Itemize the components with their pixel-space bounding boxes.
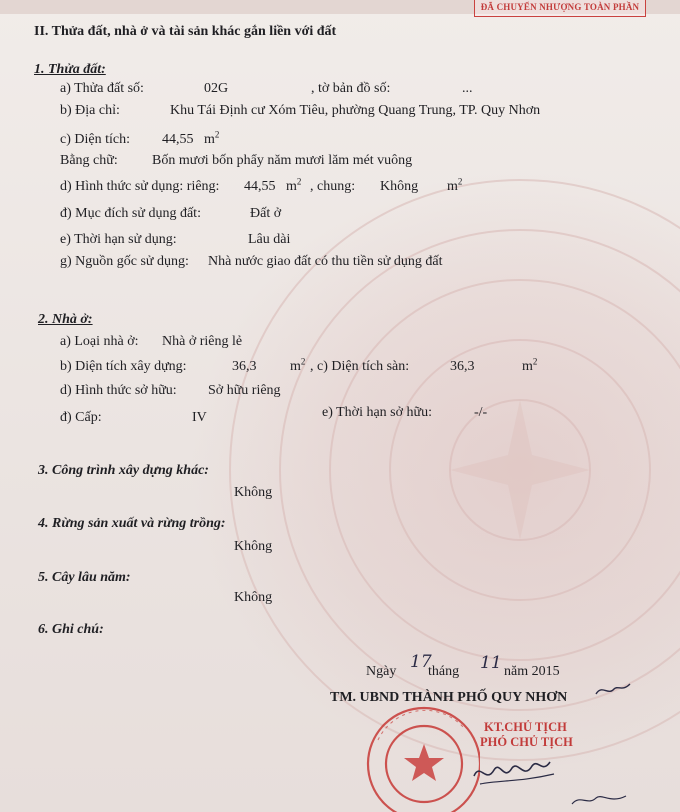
- notes-title: 6. Ghi chú:: [38, 622, 104, 637]
- parcel-number-label: a) Thửa đất số:: [60, 81, 144, 96]
- date-day-handwritten: 17: [410, 652, 432, 672]
- ownership-term-value: -/-: [474, 405, 488, 420]
- usage-form-label: d) Hình thức sử dụng: riêng:: [60, 179, 220, 194]
- land-purpose-label: đ) Mục đích sử dụng đất:: [60, 206, 201, 221]
- area-label: c) Diện tích:: [60, 132, 130, 147]
- usage-term-label: e) Thời hạn sử dụng:: [60, 232, 177, 247]
- map-sheet-label: , tờ bản đồ số:: [311, 81, 391, 96]
- ownership-form-value: Sở hữu riêng: [208, 383, 281, 398]
- floor-area-unit: $m^2$: [522, 356, 538, 374]
- area-words-label: Bằng chữ:: [60, 153, 118, 168]
- signer-title-1: KT.CHỦ TỊCH: [484, 720, 567, 734]
- forest-value: Không: [234, 539, 273, 554]
- land-title: 1. Thửa đất:: [34, 62, 106, 77]
- perennial-title: 5. Cây lâu năm:: [38, 570, 131, 585]
- usage-private-unit: $m^2$: [286, 176, 302, 194]
- usage-shared-label: , chung:: [310, 179, 356, 194]
- ownership-form-label: d) Hình thức sở hữu:: [60, 383, 177, 398]
- address-value: Khu Tái Định cư Xóm Tiêu, phường Quang Trung, TP. Quy Nhơn: [170, 103, 541, 118]
- grade-label: đ) Cấp:: [60, 410, 102, 425]
- floor-area-label: , c) Diện tích sàn:: [310, 359, 410, 374]
- signer-title-2: PHÓ CHỦ TỊCH: [480, 735, 573, 749]
- area-value: 44,55: [162, 132, 194, 147]
- forest-title: 4. Rừng sản xuất và rừng trồng:: [38, 516, 226, 531]
- build-area-value: 36,3: [232, 359, 257, 374]
- usage-term-value: Lâu dài: [248, 232, 291, 247]
- date-month-handwritten: 11: [480, 653, 502, 673]
- official-seal: [360, 700, 480, 812]
- usage-shared-value: Không: [380, 179, 419, 194]
- ownership-term-label: e) Thời hạn sở hữu:: [322, 405, 433, 420]
- area-unit: $m^2$: [204, 129, 220, 147]
- date-month-label: tháng: [428, 664, 460, 679]
- initial-mark: [594, 680, 634, 702]
- house-type-value: Nhà ở riêng lẻ: [162, 334, 243, 349]
- parcel-number-value: 02G: [204, 81, 229, 96]
- grade-value: IV: [192, 410, 207, 425]
- map-sheet-value: ...: [462, 81, 473, 96]
- house-type-label: a) Loại nhà ở:: [60, 334, 139, 349]
- build-area-label: b) Diện tích xây dựng:: [60, 359, 187, 374]
- issuing-authority: TM. UBND THÀNH PHỐ QUY NHƠN: [330, 690, 568, 705]
- signature-tail: [570, 790, 630, 810]
- date-day-label: Ngày: [366, 664, 397, 679]
- usage-origin-value: Nhà nước giao đất có thu tiền sử dụng đất: [208, 254, 443, 269]
- handwritten-signature: [470, 752, 560, 794]
- floor-area-value: 36,3: [450, 359, 475, 374]
- address-label: b) Địa chỉ:: [60, 103, 120, 118]
- usage-private-value: 44,55: [244, 179, 276, 194]
- date-year: năm 2015: [504, 664, 560, 679]
- house-title: 2. Nhà ở:: [38, 312, 93, 327]
- build-area-unit: $m^2$: [290, 356, 306, 374]
- usage-shared-unit: $m^2$: [447, 176, 463, 194]
- other-works-value: Không: [234, 485, 273, 500]
- section-heading: II. Thửa đất, nhà ở và tài sản khác gắn liền với đất: [34, 24, 337, 39]
- land-purpose-value: Đất ở: [250, 206, 282, 221]
- transfer-stamp: ĐÃ CHUYỂN NHƯỢNG TOÀN PHẦN: [474, 0, 646, 17]
- perennial-value: Không: [234, 590, 273, 605]
- area-words-value: Bốn mươi bốn phẩy năm mươi lăm mét vuông: [152, 153, 413, 168]
- usage-origin-label: g) Nguồn gốc sử dụng:: [60, 254, 189, 269]
- other-works-title: 3. Công trình xây dựng khác:: [38, 463, 209, 478]
